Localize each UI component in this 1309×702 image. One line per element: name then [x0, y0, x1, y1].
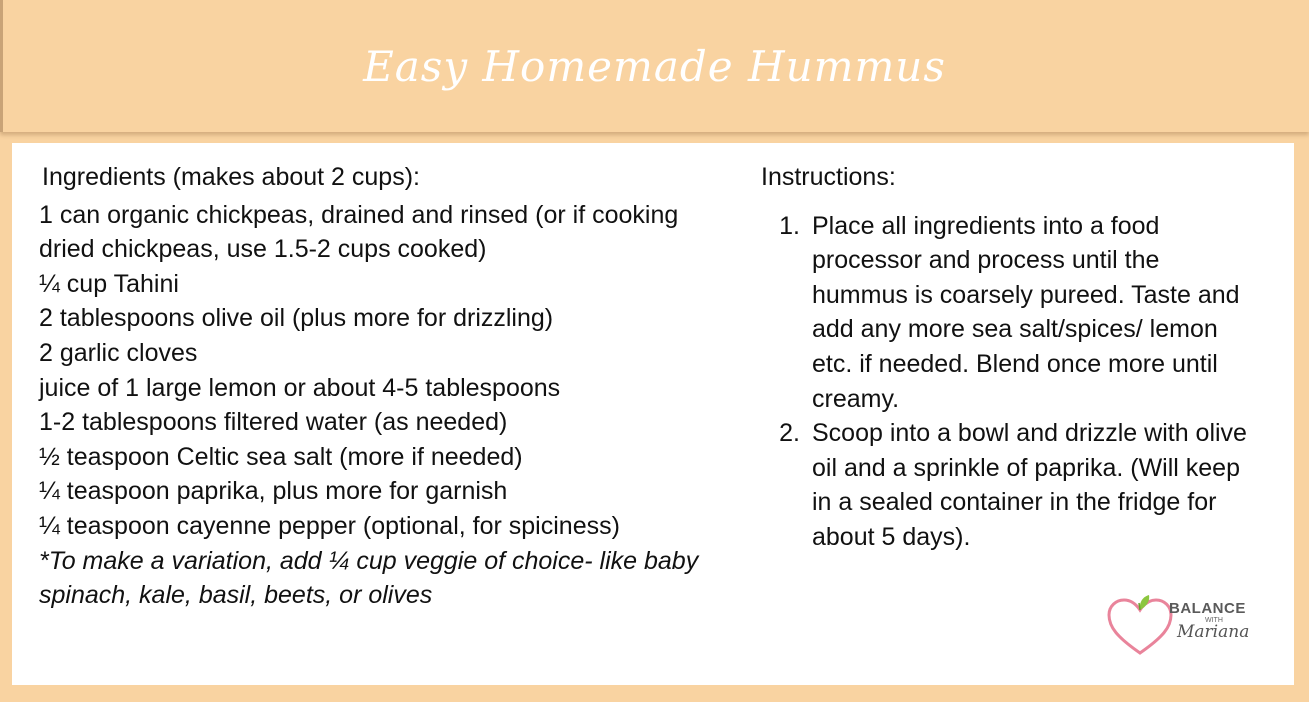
ingredient-item: ¼ cup Tahini — [39, 269, 179, 298]
ingredient-item: ¼ teaspoon paprika, plus more for garnish — [39, 477, 508, 506]
ingredient-item: juice of 1 large lemon or about 4-5 tablespoons — [39, 373, 561, 402]
instruction-step — [761, 416, 1281, 554]
ingredients-section — [39, 160, 739, 613]
ingredients-heading: Ingredients (makes about 2 cups): — [42, 163, 420, 191]
step-number: 2. — [779, 419, 800, 448]
ingredients-list — [39, 198, 739, 544]
brand-logo — [1105, 593, 1265, 663]
instructions-section — [761, 160, 1281, 555]
heart-leaf-icon — [1105, 593, 1175, 659]
ingredient-item: 2 garlic cloves — [39, 338, 198, 367]
title-banner — [0, 0, 1309, 132]
variation-note: *To make a variation, add ¼ cup veggie of choice- like baby spinach, kale, basil, beets, or olives — [39, 546, 699, 610]
ingredient-item: 1 can organic chickpeas, drained and rinsed (or if cooking dried chickpeas, use 1.5-2 cups cooked) — [39, 200, 679, 264]
ingredient-item: 2 tablespoons olive oil (plus more for drizzling) — [39, 304, 554, 333]
step-text: Scoop into a bowl and drizzle with olive oil and a sprinkle of paprika. (Will keep in a sealed container in the fridge for about 5 days). — [812, 419, 1247, 551]
step-number: 1. — [779, 211, 800, 240]
recipe-title: Easy Homemade Hummus — [363, 42, 946, 91]
ingredient-item: ¼ teaspoon cayenne pepper (optional, for spiciness) — [39, 511, 620, 540]
logo-text-with: WITH — [1205, 617, 1223, 624]
instructions-heading: Instructions: — [761, 163, 896, 191]
ingredient-item: ½ teaspoon Celtic sea salt (more if needed) — [39, 442, 523, 471]
recipe-card — [12, 143, 1294, 685]
ingredient-item: 1-2 tablespoons filtered water (as needed) — [39, 408, 508, 437]
logo-text-balance: BALANCE — [1169, 600, 1246, 617]
instruction-step — [761, 209, 1281, 417]
instructions-list — [761, 209, 1281, 555]
logo-text-mariana: Mariana — [1177, 622, 1250, 642]
step-text: Place all ingredients into a food processor and process until the hummus is coarsely pureed. Taste and add any more sea salt/spices/ lemon etc. if needed. Blend once more until creamy. — [812, 211, 1240, 413]
